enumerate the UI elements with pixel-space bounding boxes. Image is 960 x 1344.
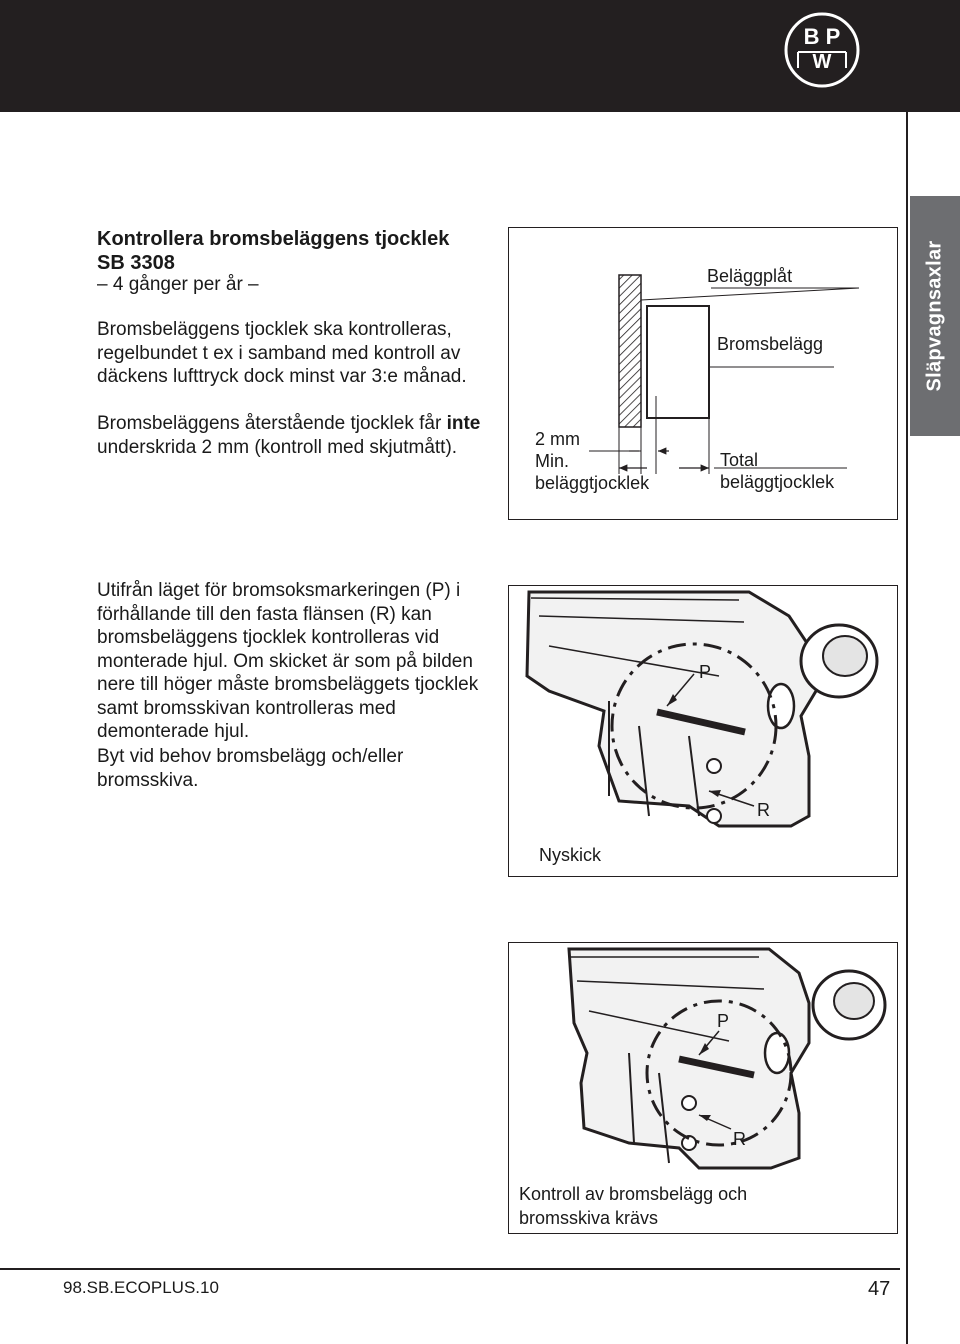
paragraph-min-thickness — [97, 412, 497, 459]
caption-new-condition: Nyskick — [539, 845, 601, 865]
caption-check-line1: Kontroll av bromsbelägg och — [519, 1184, 748, 1204]
document-code: 98.SB.ECOPLUS.10 — [63, 1278, 219, 1297]
label-2mm: 2 mm — [535, 429, 580, 449]
section-title — [97, 227, 449, 275]
figure-check-required — [508, 942, 898, 1234]
title-line-1: Kontrollera bromsbeläggens tjocklek — [97, 228, 450, 250]
label-flange-r: R — [757, 800, 770, 820]
paragraph-interval: Bromsbeläggens tjocklek ska kontrolleras, regelbundet t ex i samband med kontroll av däckens lufttryck dock minst var 3:e månad. — [97, 319, 467, 387]
page-number: 47 — [868, 1278, 891, 1300]
header-bar — [0, 0, 960, 112]
figure-pad-thickness — [508, 227, 898, 520]
caption-check-line2: bromsskiva krävs — [519, 1208, 659, 1228]
right-margin-rule — [906, 112, 908, 1344]
label-backing-plate: Beläggplåt — [707, 266, 793, 286]
p2-text-bold: inte — [446, 413, 481, 434]
svg-text:B P: B P — [803, 24, 841, 49]
title-line-2: SB 3308 — [97, 252, 175, 274]
label-min-line1: Min. — [535, 451, 570, 471]
label-total-line1: Total — [720, 450, 759, 470]
label-min-line2: beläggtjocklek — [535, 473, 650, 493]
backing-plate-shape — [619, 275, 641, 427]
svg-text:W: W — [812, 51, 832, 73]
p2-text-pre: Bromsbeläggens återstående tjocklek får — [97, 413, 447, 434]
section-side-tab — [910, 196, 960, 436]
label-total-line2: beläggtjocklek — [720, 472, 835, 492]
label-marker-p: P — [699, 662, 712, 682]
label-marker-p: P — [717, 1011, 730, 1031]
paragraph-replace: Byt vid behov bromsbelägg och/eller bromsskiva. — [97, 746, 404, 791]
bpw-logo — [782, 10, 862, 90]
footer-rule — [0, 1268, 900, 1270]
paragraph-marker-check: Utifrån läget för bromsoksmarkeringen (P) i förhållande till den fasta flänsen (R) kan bromsbeläggens tjocklek kontrolleras vid monterade hjul. Om skicket är som på bilden nere till höger måste bromsbeläggets tjocklek samt bromsskivan kontrolleras med demonterade hjul. — [97, 580, 479, 742]
side-tab-label: Släpvagnsaxlar — [923, 240, 946, 392]
label-flange-r: R — [733, 1129, 746, 1149]
figure-new-condition — [508, 585, 898, 877]
label-brake-pad: Bromsbelägg — [717, 334, 824, 354]
caliper-new-illustration — [509, 586, 897, 876]
p2-text-post: underskrida 2 mm (kontroll med skjutmått). — [97, 436, 458, 458]
frequency-note: – 4 gånger per år – — [97, 274, 259, 295]
